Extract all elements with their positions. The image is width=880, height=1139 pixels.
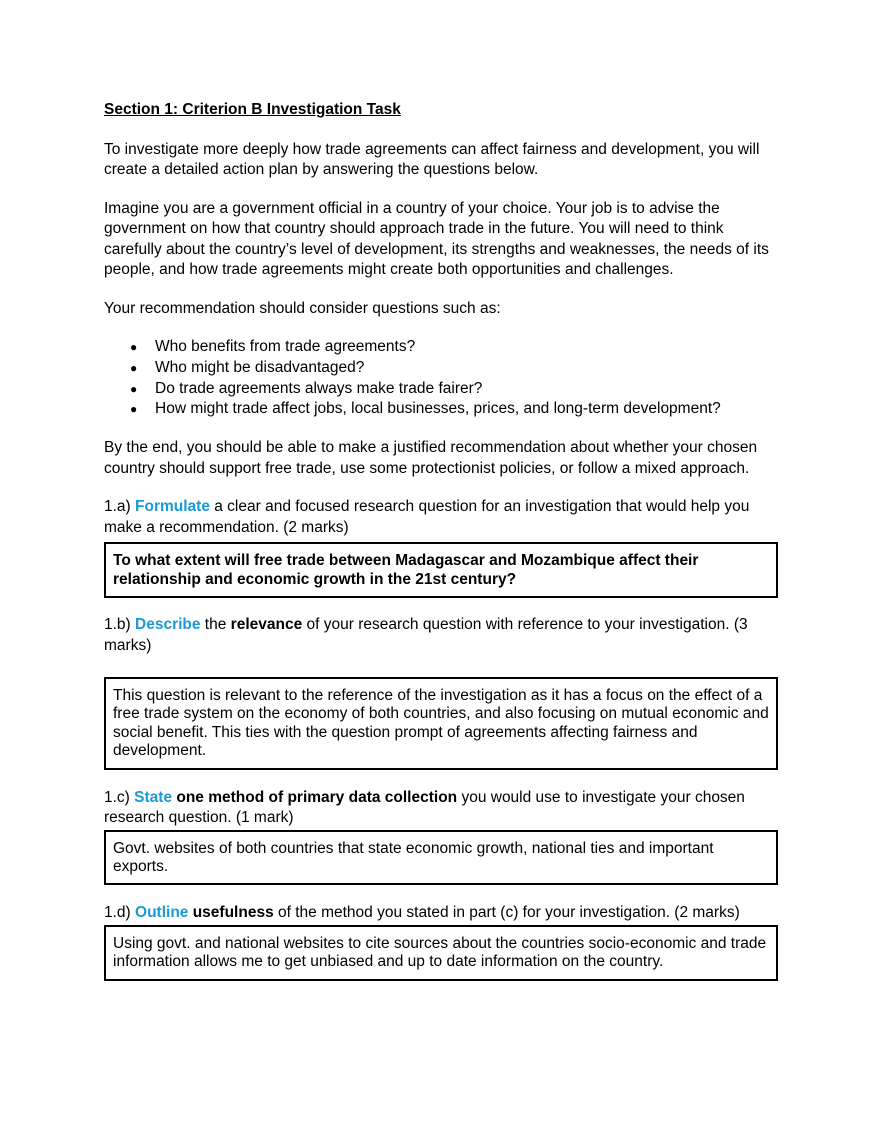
question-keyword: relevance xyxy=(230,616,303,633)
answer-box-1b[interactable] xyxy=(104,677,778,770)
conclusion-paragraph: By the end, you should be able to make a justified recommendation about whether your chosen country should support free trade, use some protectionist policies, or follow a mixed approach. xyxy=(104,439,758,477)
question-keyword: usefulness xyxy=(188,904,274,922)
list-item: ● How might trade affect jobs, local businesses, prices, and long-term development? xyxy=(104,399,778,420)
scenario-paragraph: Imagine you are a government official in a country of your choice. Your job is to advise the government on how that country should approach trade in the future. You will need to think carefully about the country’s level of development, its strengths and weaknesses, the needs of its people, and how trade agreements might create both opportunities and challenges. xyxy=(104,199,769,278)
question-text: a clear and focused research question for an investigation that would help you make a recommendation. (2 marks) xyxy=(104,498,750,536)
answer-box-1a[interactable] xyxy=(104,542,778,598)
answer-text: This question is relevant to the reference of the investigation as it has a focus on the effect of a free trade system on the economy of both countries, and also focusing on mutual economic and social benefit. This ties with the question prompt of agreements affecting fairness and development. xyxy=(113,687,769,760)
question-1c xyxy=(104,788,778,829)
question-1a xyxy=(104,497,778,538)
answer-box-1c[interactable] xyxy=(104,830,778,886)
section-heading: Section 1: Criterion B Investigation Task xyxy=(104,101,401,118)
question-prefix: 1.c) xyxy=(104,788,135,806)
question-text: of the method you stated in part (c) for your investigation. (2 marks) xyxy=(273,904,740,922)
question-prefix: 1.a) xyxy=(104,498,136,516)
answer-text: Govt. websites of both countries that state economic growth, national ties and important exports. xyxy=(113,839,714,876)
answer-box-1d[interactable] xyxy=(104,925,778,981)
answer-text: Using govt. and national websites to cite sources about the countries socio-economic and trade information allows me to get unbiased and up to date information on the country. xyxy=(113,934,767,971)
intro-paragraph: To investigate more deeply how trade agreements can affect fairness and development, you will create a detailed action plan by answering the questions below. xyxy=(104,140,760,178)
command-term: Formulate xyxy=(135,498,210,516)
question-prefix: 1.b) xyxy=(104,616,136,633)
list-item: ● Who benefits from trade agreements? xyxy=(104,337,778,358)
list-item: ● Do trade agreements always make trade fairer? xyxy=(104,379,778,400)
consider-intro: Your recommendation should consider questions such as: xyxy=(104,299,501,317)
answer-text: To what extent will free trade between Madagascar and Mozambique affect their relationship and economic growth in the 21st century? xyxy=(113,552,699,588)
document-page xyxy=(104,100,778,981)
question-prefix: 1.d) xyxy=(104,904,136,922)
command-term: State xyxy=(134,788,173,806)
question-text: you would use to investigate your chosen research question. (1 mark) xyxy=(104,788,745,827)
question-1d xyxy=(104,903,778,924)
list-item: ● Who might be disadvantaged? xyxy=(104,358,778,379)
question-1b xyxy=(104,615,778,656)
command-term: Describe xyxy=(135,616,201,633)
command-term: Outline xyxy=(135,904,189,922)
question-text: the xyxy=(200,616,231,633)
question-text: of your research question with reference to your investigation. (3 marks) xyxy=(104,616,748,654)
question-list xyxy=(104,337,778,420)
question-keyword: one method of primary data collection xyxy=(172,788,458,806)
